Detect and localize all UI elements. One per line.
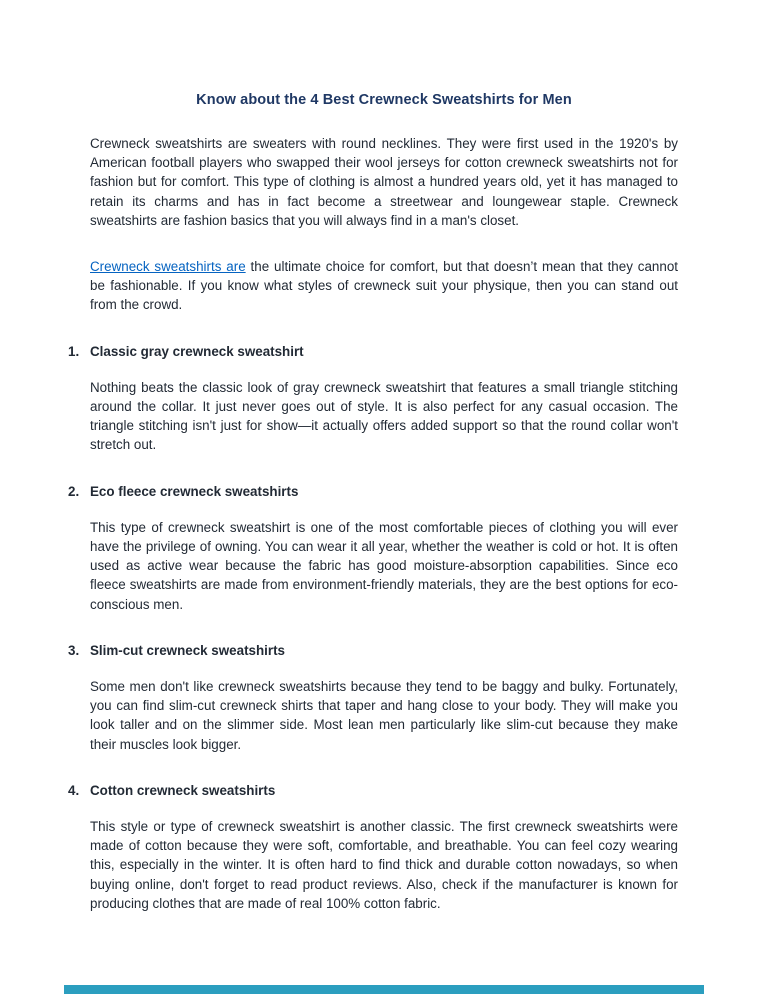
section-heading-4 (68, 781, 678, 800)
section-heading-3 (68, 641, 678, 660)
section-title: Cotton crewneck sweatshirts (90, 782, 276, 798)
section-number: 4. (68, 782, 80, 798)
section-body-1: Nothing beats the classic look of gray crewneck sweatshirt that features a small triangle stitching around the collar. It just never goes out of style. It is also perfect for any casual occasion. The triangle stitching isn't just for show—it actually offers added support so that the round collar won't stretch out. (90, 379, 678, 453)
list-item-3 (68, 641, 678, 754)
section-title: Eco fleece crewneck sweatshirts (90, 483, 299, 499)
section-number: 2. (68, 483, 80, 499)
section-title: Classic gray crewneck sweatshirt (90, 343, 304, 359)
section-heading-1 (68, 342, 678, 361)
section-body-3: Some men don't like crewneck sweatshirts because they tend to be baggy and bulky. Fortunately, you can find slim-cut crewneck shirts that taper and hang close to your body. They will make you look taller and on the slimmer side. Most lean men particularly like slim-cut because they make their muscles look bigger. (90, 679, 678, 752)
list-item-1 (68, 342, 678, 455)
section-body-4: This style or type of crewneck sweatshirt is another classic. The first crewneck sweatshirts were made of cotton because they were soft, comfortable, and breathable. You can feel cozy wearing this, especially in the winter. It is often hard to find thick and durable cotton nowadays, so when buying online, don't forget to read product reviews. Also, check if the manufacturer is known for producing clothes that are made of real 100% cotton fabric. (90, 819, 678, 911)
intro-paragraph-2 (90, 257, 678, 315)
section-body-2: This type of crewneck sweatshirt is one of the most comfortable pieces of clothing you will ever have the privilege of owning. You can wear it all year, whether the weather is cold or hot. It is often used as active wear because the fabric has good moisture-absorption capabilities. Since eco fleece sweatshirts are made from environment-friendly materials, they are the best options for eco-conscious men. (90, 519, 678, 612)
intro-paragraph-2-text: the ultimate choice for comfort, but that doesn’t mean that they cannot be fashionable. If you know what styles of crewneck suit your physique, then you can stand out from the crowd. (90, 259, 678, 313)
section-number: 3. (68, 642, 80, 658)
section-number: 1. (68, 343, 80, 359)
crewneck-sweatshirts-link[interactable]: Crewneck sweatshirts are (90, 259, 246, 275)
section-title: Slim-cut crewneck sweatshirts (90, 642, 285, 658)
section-heading-2 (68, 482, 678, 501)
page-title: Know about the 4 Best Crewneck Sweatshirts for Men (196, 92, 572, 108)
list-item-2 (68, 482, 678, 614)
next-page-divider-bar (64, 985, 704, 994)
list-item-4 (68, 781, 678, 913)
intro-paragraph-1: Crewneck sweatshirts are sweaters with round necklines. They were first used in the 1920's by American football players who swapped their wool jerseys for cotton crewneck sweatshirts not for fashion but for comfort. This type of clothing is almost a hundred years old, yet it has managed to retain its charms and has in fact become a streetwear and loungewear staple. Crewneck sweatshirts are fashion basics that you will always find in a man's closet. (90, 136, 678, 228)
